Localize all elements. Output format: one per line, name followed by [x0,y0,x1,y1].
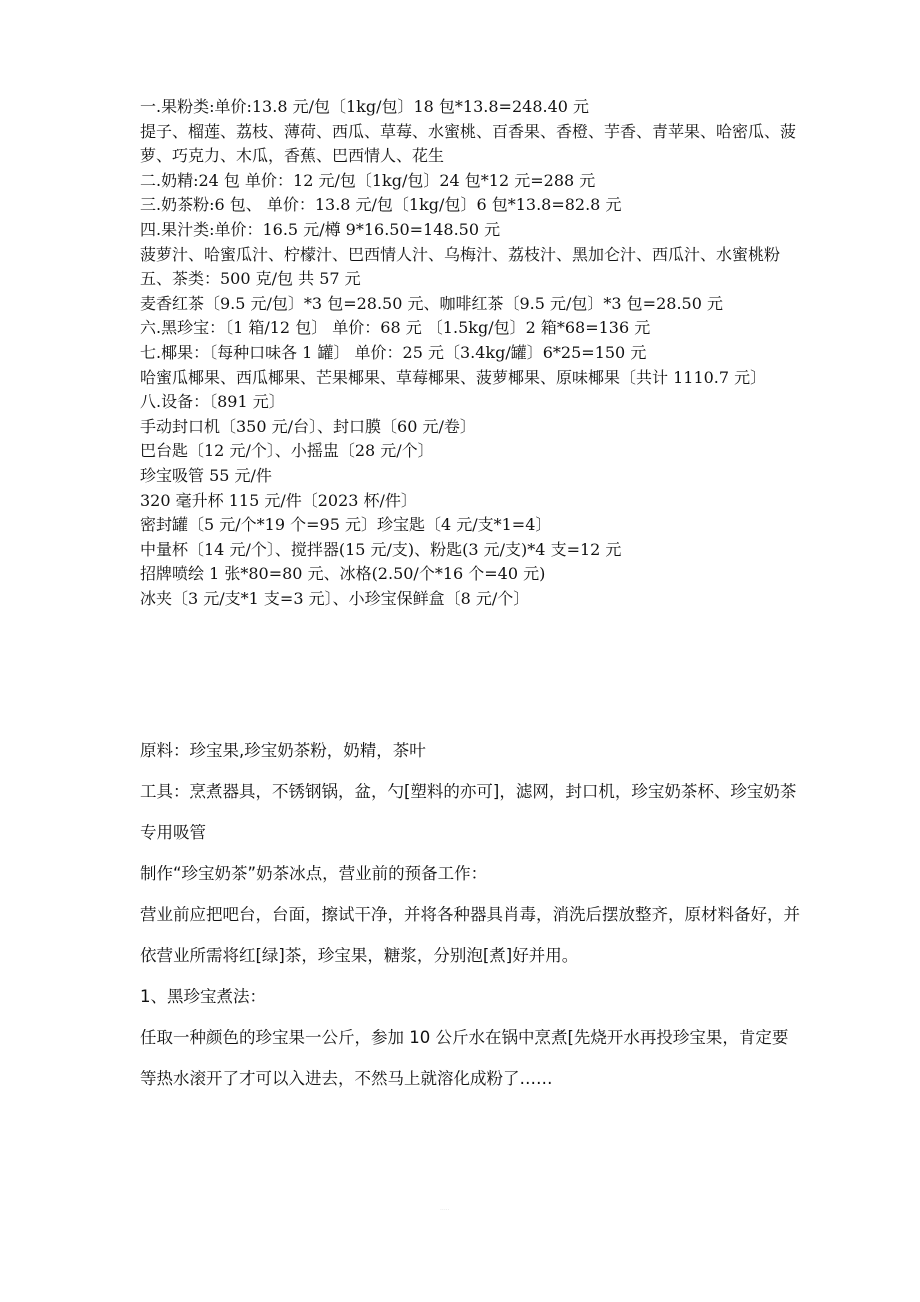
price-line: 三.奶茶粉:6 包、 单价：13.8 元/包〔1kg/包〕6 包*13.8=82.8 元 [140,195,622,215]
instruction-paragraph: 营业前应把吧台，台面，擦试干净，并将各种器具肖毒，消洗后摆放整齐，原材料备好，并依营业所需将红[绿]茶，珍宝果，糖浆，分别泡[煮]好并用。 [140,905,800,965]
instruction-paragraph: 工具：烹煮器具，不锈钢锅，盆，勺[塑料的亦可]，滤网，封口机，珍宝奶茶杯、珍宝奶茶专用吸管 [140,782,797,842]
price-line: 七.椰果：〔每种口味各 1 罐〕 单价：25 元〔3.4kg/罐〕6*25=150 元 [140,342,647,362]
price-line: 冰夹〔3 元/支*1 支=3 元〕、小珍宝保鲜盒〔8 元/个〕 [140,588,530,608]
price-line: 哈蜜瓜椰果、西瓜椰果、芒果椰果、草莓椰果、菠萝椰果、原味椰果〔共计 1110.7 元〕 [140,367,767,387]
instruction-paragraph: 任取一种颜色的珍宝果一公斤，参加 10 公斤水在锅中烹煮[先烧开水再投珍宝果，肯定要等热水滚开了才可以入进去，不然马上就溶化成粉了…… [140,1028,789,1088]
price-line: 巴台匙〔12 元/个〕、小摇盅〔28 元/个〕 [140,441,434,461]
price-line: 一.果粉类:单价:13.8 元/包〔1kg/包〕18 包*13.8=248.40 元 [140,97,590,116]
price-line: 菠萝汁、哈蜜瓜汁、柠檬汁、巴西情人汁、乌梅汁、荔枝汁、黑加仑汁、西瓜汁、水蜜桃粉 [140,244,781,264]
price-line: 手动封口机〔350 元/台〕、封口膜〔60 元/卷〕 [140,416,476,436]
price-line: 四.果汁类:单价：16.5 元/樽 9*16.50=148.50 元 [140,219,501,239]
instruction-paragraph: 原料：珍宝果,珍宝奶茶粉，奶精，茶叶 [140,741,426,760]
price-line: 麦香红茶〔9.5 元/包〕*3 包=28.50 元、咖啡红茶〔9.5 元/包〕*3 包=28.50 元 [140,293,723,313]
price-line: 招牌喷绘 1 张*80=80 元、冰格(2.50/个*16 个=40 元) [140,564,546,584]
price-line: 提子、榴莲、荔枝、薄荷、西瓜、草莓、水蜜桃、百香果、香橙、芋香、青苹果、哈密瓜、菠萝、巧克力、木瓜，香蕉、巴西情人、花生 [140,121,797,166]
price-list [140,95,800,611]
footer-watermark: ····· [440,1207,450,1214]
price-line: 二.奶精:24 包 单价：12 元/包〔1kg/包〕24 包*12 元=288 元 [140,170,596,190]
price-line: 中量杯〔14 元/个〕、搅拌器(15 元/支)、粉匙(3 元/支)*4 支=12 元 [140,539,622,559]
price-line: 六.黑珍宝：〔1 箱/12 包〕 单价：68 元 〔1.5kg/包〕2 箱*68=136 元 [140,318,651,338]
instruction-paragraph: 制作“珍宝奶茶”奶茶冰点，营业前的预备工作： [140,864,488,883]
price-line: 320 毫升杯 115 元/件〔2023 杯/件〕 [140,490,417,510]
price-line: 珍宝吸管 55 元/件 [140,465,272,485]
price-line: 八.设备：〔891 元〕 [140,392,285,412]
price-line: 密封罐〔5 元/个*19 个=95 元〕珍宝匙〔4 元/支*1=4〕 [140,515,552,535]
preparation-instructions [140,730,800,1099]
instruction-paragraph: 1、黑珍宝煮法： [140,987,266,1006]
price-line: 五、茶类：500 克/包 共 57 元 [140,269,361,289]
